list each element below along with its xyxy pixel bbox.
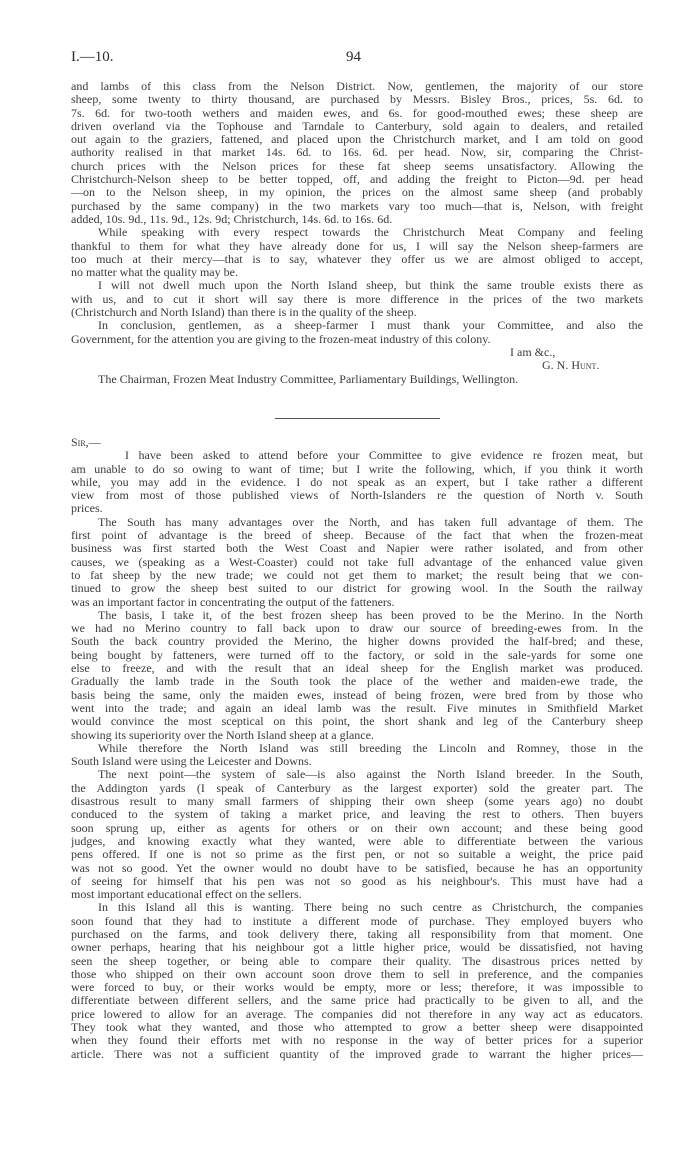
text-line: In this Island all this is wanting. There being no such centre as Christchurch, the companies: [98, 901, 643, 915]
text-line: added, 10s. 9d., 11s. 9d., 12s. 9d; Christchurch, 14s. 6d. to 16s. 6d.: [71, 212, 393, 226]
text-line: —on to the Nelson sheep, in my opinion, the prices on the almost same sheep (and probably: [71, 186, 643, 200]
text-line: those who shipped on their own account soon drove them to sell in preference, and the companies: [71, 967, 643, 981]
text-line: seen the sheep together, or being able to compare their quality. The disastrous prices netted by: [71, 954, 643, 968]
text-line: differentiate between different sellers, and the same price had practically to be given to all, and the: [71, 994, 643, 1008]
text-line: showing its superiority over the North Island sheep at a glance.: [71, 728, 374, 742]
text-line: sheep, some twenty to thirty thousand, are purchased by Messrs. Bisley Bros., prices, 5s. 6d. to: [71, 93, 643, 107]
text-line: Christchurch-Nelson sheep to be better topped, off, and adding the freight to Picton—9d. per head: [71, 173, 643, 187]
text-line: judges, and knowing exactly what they wanted, were able to differentiate between the various: [71, 834, 643, 848]
text-line: and lambs of this class from the Nelson District. Now, gentlemen, the majority of our store: [71, 80, 643, 93]
paragraph: [71, 901, 643, 1061]
text-line: while, you may add in the evidence. I do not speak as an expert, but I take rather a different: [71, 475, 643, 489]
text-line: While speaking with every respect towards the Christchurch Meat Company and feeling: [98, 226, 643, 240]
text-line: The South has many advantages over the North, and has taken full advantage of them. The: [98, 515, 643, 529]
paragraph: [71, 609, 643, 742]
text-line: tinued to grow the sheep best suited to our district for growing wool. In the South the railway: [71, 582, 643, 596]
text-line: In conclusion, gentlemen, as a sheep-farmer I must thank your Committee, and also the: [98, 319, 643, 333]
text-line: too much at their mercy—that is to say, whatever they offer us we are almost obliged to accept,: [71, 252, 643, 266]
text-line: thankful to them for what they have already done for us, I will say the Nelson sheep-farmers are: [71, 239, 643, 253]
signature: G. N. Hunt.: [542, 359, 600, 373]
text-line: most important educational effect on the sellers.: [71, 888, 302, 902]
text-line: driven overland via the Tophouse and Tarndale to Canterbury, sold again to dealers, and retailed: [71, 119, 643, 133]
text-line: article. There was not a sufficient quantity of the improved grade to warrant the higher prices—: [71, 1047, 643, 1061]
text-line: Government, for the attention you are giving to the frozen-meat industry of this colony.: [71, 332, 491, 346]
text-line: first point of advantage is the breed of sheep. Because of the fact that when the frozen-meat: [71, 529, 643, 543]
paragraph: [71, 226, 643, 279]
text-line: was an important factor in concentrating the output of the fatteners.: [71, 595, 395, 609]
text-line: prices.: [71, 502, 103, 516]
text-line: owner perhaps, hearing that his neighbour got a little higher price, would be dissatisfied, not having: [71, 941, 643, 955]
text-line: soon found that they had to institute a different mode of purchase. They employed buyers who: [71, 914, 643, 928]
paragraph: [71, 768, 643, 901]
letter-body: [71, 449, 643, 1061]
text-line: being bought by fatteners, were turned off to the factory, or sold in the sale-yards for some one: [71, 648, 643, 662]
text-line: with us, and to cut it short will say there is more difference in the prices of the two markets: [71, 292, 643, 306]
salutation: Sir,—: [71, 436, 101, 449]
text-line: pens offered. If one is not so prime as the first pen, or not so suitable a weight, the price paid: [71, 848, 643, 862]
paragraph: [71, 279, 643, 319]
text-line: The basis, I take it, of the best frozen sheep has been proved to be the Merino. In the North: [98, 608, 643, 622]
text-line: we had no Merino country to fall back upon to draw our source of breeding-ewes from. In the: [71, 622, 643, 636]
text-line: soon sprung up, either as agents for others or on their own account; and these being good: [71, 821, 643, 835]
text-line: authority realised in that market 14s. 6d. to 16s. 6d. per head. Now, sir, comparing the Christ-: [71, 146, 643, 160]
text-line: would convince the most sceptical on this point, the short shank and leg of the Canterbury sheep: [71, 715, 643, 729]
letter-hunt: [71, 80, 643, 386]
text-line: view from most of those published views of North-Islanders re the question of North v. South: [71, 489, 643, 503]
text-line: business was first started both the West Coast and Napier were rather isolated, and from other: [71, 542, 643, 556]
text-line: Gradually the lamb trade in the South took the place of the wether and maiden-ewe trade, the: [71, 675, 643, 689]
text-line: South the back country provided the Merino, the higher downs provided the half-bred; and these,: [71, 635, 643, 649]
text-line: was not so good. Yet the owner would no doubt have to be satisfied, because he has an opportunity: [71, 861, 643, 875]
text-line: The next point—the system of sale—is also against the North Island breeder. In the South,: [98, 768, 643, 782]
text-line: basis being the same, only the maiden ewes, instead of being frozen, were bred from by those who: [71, 688, 643, 702]
text-line: the Addington yards (I speak of Canterbury as the largest exporter) sold the greater part. The: [71, 781, 643, 795]
paragraph: [71, 80, 643, 226]
text-line: I have been asked to attend before your Committee to give evidence re frozen meat, but: [125, 449, 643, 463]
text-line: 7s. 6d. for two-tooth wethers and maiden ewes, and 6s. for good-mouthed ewes; these sheep are: [71, 106, 643, 120]
text-line: I will not dwell much upon the North Island sheep, but think the same trouble exists there as: [98, 279, 643, 293]
text-line: out again to the graziers, fattened, and placed upon the Christchurch market, and I am told on good: [71, 133, 643, 147]
text-line: (Christchurch and North Island) than there is in the quality of the sheep.: [71, 306, 417, 320]
text-line: of seeing for himself that his pen was not so good as his neighbour's. This must have had a: [71, 874, 643, 888]
text-line: am unable to do so owing to want of time; but I write the following, which, if you think it worth: [71, 462, 643, 476]
text-line: They took what they wanted, and those who attempted to grow a better sheep were disappointed: [71, 1021, 643, 1035]
text-line: disastrous result to many small farmers of shipping their own sheep (some years ago) no doubt: [71, 795, 643, 809]
text-line: went into the trade; and again an ideal lamb was the result. Five minutes in Smithfield Market: [71, 701, 643, 715]
text-line: to fat sheep by the new trade; we could not get them to market; the result being that we con-: [71, 568, 643, 582]
text-line: no matter what the quality may be.: [71, 266, 238, 280]
text-line: causes, we (speaking as a West-Coaster) could not take full advantage of the enhanced value given: [71, 555, 643, 569]
paragraph: [71, 449, 643, 515]
letter-second: [71, 436, 643, 1061]
page-number: 94: [346, 49, 361, 65]
text-line: conduced to the system of taking a market price, and leaving the rest to others. Then buyers: [71, 808, 643, 822]
text-line: church prices with the Nelson prices for these fat sheep seems unsatisfactory. Allowing the: [71, 159, 643, 173]
paragraph: [71, 516, 643, 609]
section-divider: [275, 418, 440, 419]
paragraph: [71, 742, 643, 769]
text-line: when they found their efforts met with no response in the way of better prices for a superior: [71, 1034, 643, 1048]
text-line: purchased on the farms, and took delivery there, taking all responsibility from that moment. One: [71, 927, 643, 941]
text-line: While therefore the North Island was still breeding the Lincoln and Romney, those in the: [98, 741, 643, 755]
paragraph: [71, 319, 643, 346]
document-reference: I.—10.: [71, 49, 114, 65]
text-line: else to freeze, and with the result that an ideal sheep for the English market was produced.: [71, 662, 643, 676]
text-line: South Island were using the Leicester and Downs.: [71, 755, 312, 769]
letter-body: [71, 80, 643, 346]
text-line: purchased by the same company) in the two markets vary too much—that is, Nelson, with freight: [71, 199, 643, 213]
text-line: price lowered to allow for an average. The companies did not therefore in any way act as educators.: [71, 1007, 643, 1021]
closing: I am &c.,: [510, 345, 556, 359]
text-line: were forced to buy, or their works would be empty, more or less; therefore, it was impossible to: [71, 981, 643, 995]
addressee: The Chairman, Frozen Meat Industry Committee, Parliamentary Buildings, Wellington.: [98, 372, 519, 386]
